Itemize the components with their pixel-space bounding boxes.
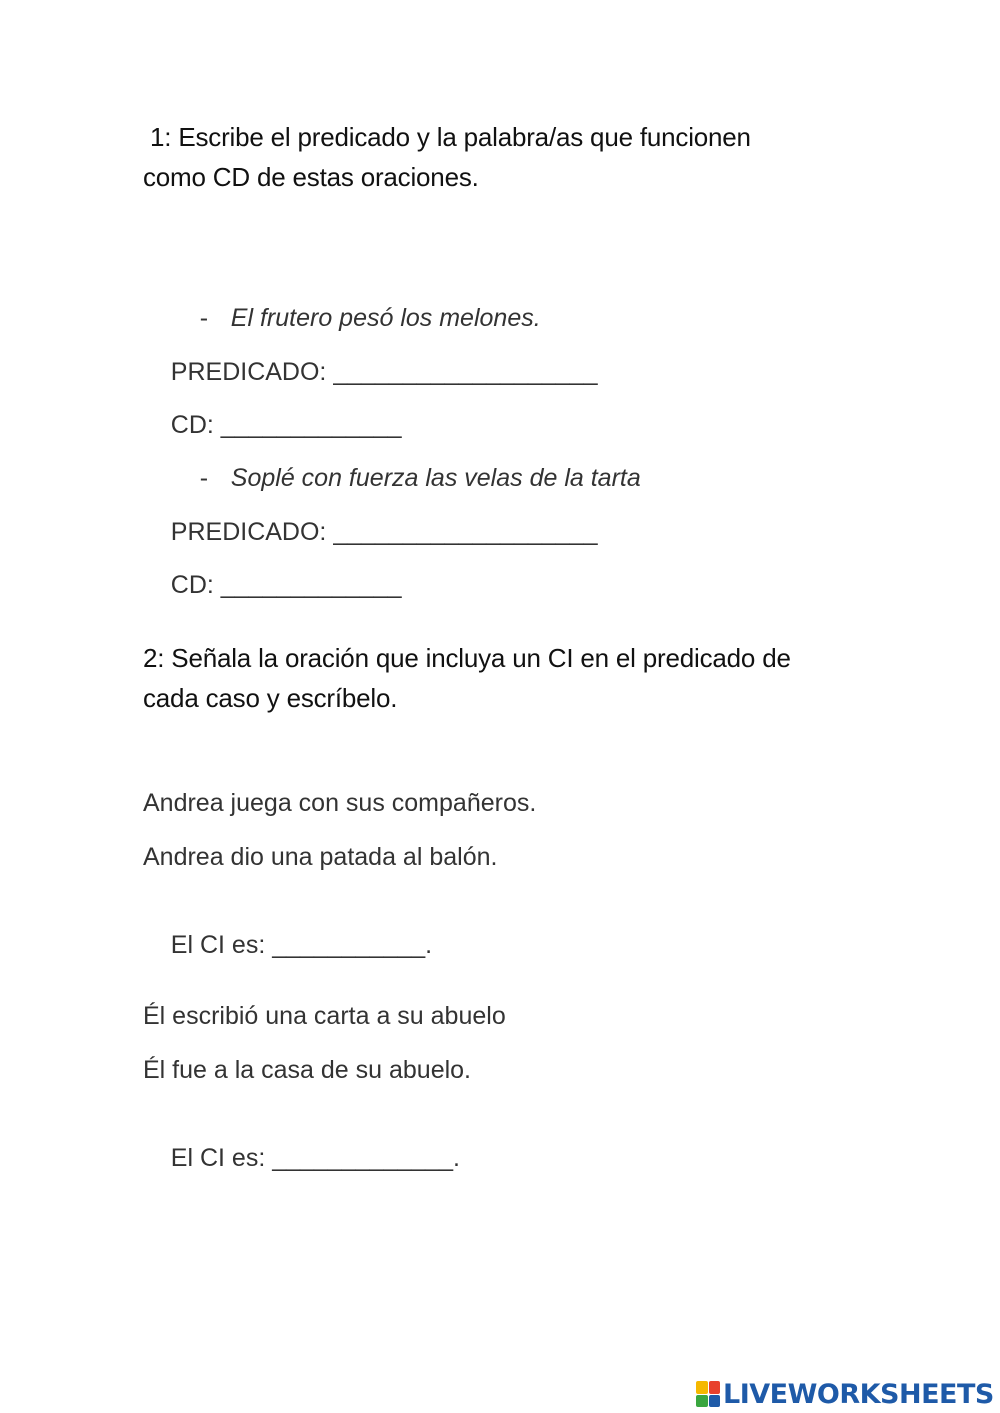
section1-item2-cd-blank[interactable]: _____________ <box>220 571 402 599</box>
section1-heading-line1: 1: Escribe el predicado y la palabra/as que funcionen <box>143 122 751 152</box>
section2-group2-option-a[interactable]: Él escribió una carta a su abuelo <box>143 1002 506 1030</box>
section1-item2-sentence: Soplé con fuerza las velas de la tarta <box>230 464 641 492</box>
logo-square-blue <box>709 1395 721 1408</box>
section2-heading-line1: 2: Señala la oración que incluya un CI en el predicado de <box>143 643 791 673</box>
liveworksheets-logo-text: LIVEWORKSHEETS <box>723 1378 994 1410</box>
section1-heading-line2: como CD de estas oraciones. <box>143 162 479 192</box>
answer-period: . <box>452 1144 460 1172</box>
answer-label: El CI es: <box>170 931 273 959</box>
liveworksheets-logo-icon <box>696 1381 720 1407</box>
section2-group1-option-b[interactable]: Andrea dio una patada al balón. <box>143 843 498 871</box>
cd-label: CD: <box>170 571 221 599</box>
section2-group2-answer-row <box>143 1107 460 1209</box>
section2-group1-answer-blank[interactable]: ___________ <box>272 931 426 959</box>
section1-item1-cd-blank[interactable]: _____________ <box>220 411 402 439</box>
section2-heading <box>143 638 863 718</box>
predicado-label: PREDICADO: <box>170 358 334 386</box>
section1-heading <box>143 117 863 197</box>
section1-item2-cd-row <box>143 534 402 636</box>
answer-period: . <box>425 931 433 959</box>
section2-group1-answer-row <box>143 894 432 996</box>
logo-square-yellow <box>696 1381 708 1394</box>
answer-label: El CI es: <box>170 1144 273 1172</box>
section1-item2-predicado-blank[interactable]: ___________________ <box>333 518 598 546</box>
section1-item1-predicado-blank[interactable]: ___________________ <box>333 358 598 386</box>
logo-square-red <box>709 1381 721 1394</box>
section2-group2-answer-blank[interactable]: _____________ <box>272 1144 453 1172</box>
section1-item1-sentence: El frutero pesó los melones. <box>230 304 541 332</box>
bullet-dash: - <box>199 304 209 332</box>
bullet-dash: - <box>199 464 209 492</box>
section2-group1-option-a[interactable]: Andrea juega con sus compañeros. <box>143 789 537 817</box>
predicado-label: PREDICADO: <box>170 518 334 546</box>
liveworksheets-logo[interactable] <box>696 1377 994 1411</box>
cd-label: CD: <box>170 411 221 439</box>
section2-heading-line2: cada caso y escríbelo. <box>143 683 398 713</box>
logo-square-green <box>696 1395 708 1408</box>
section2-group2-option-b[interactable]: Él fue a la casa de su abuelo. <box>143 1056 472 1084</box>
